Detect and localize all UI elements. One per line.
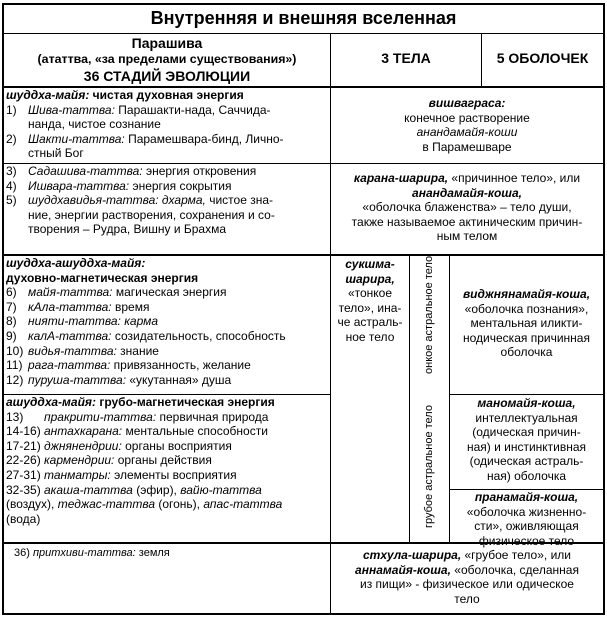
vijnanamaya-title: виджнянамайя-коша, [462, 287, 591, 301]
list-item: 8) нияти-таттва: карма [6, 314, 159, 329]
vijnanamaya-line: нодическая причинная [463, 330, 590, 345]
list-item-cont: нанда, чистое сознание [28, 117, 161, 132]
sthula-sharira-cell: стхула-шарира, «грубое тело», или аннамайя-коша, «оболочка, сделанная из пищи» - физическое или одическое тело [331, 548, 603, 606]
pranamaya-title: пранамайя-коша, [474, 490, 579, 504]
section-shuddha-ashuddha-maya [6, 256, 328, 387]
list-item: 32-35) акаша-таттва (эфир), вайю-таттва [6, 482, 262, 497]
manomaya-line: ная) и инстинктивная [466, 439, 587, 454]
sukshma-title: сукшма- [345, 257, 395, 271]
pranamaya-line: «оболочка жизненно- [466, 504, 587, 519]
heading-ashuddha-maya: ашуддха-майя: [6, 395, 96, 409]
sukshma-sharira-cell [331, 257, 409, 345]
vishvagrasa-title: вишваграса: [428, 96, 506, 110]
header-atattva: (ататтва, «за пределами существования») [37, 52, 297, 66]
heading-pure-energy: чистая духовная энергия [89, 88, 244, 102]
sthula-line: из пищи» - физическое или одическое [360, 577, 574, 592]
list-item: 12) пуруша-таттва: «укутанная» душа [6, 372, 232, 387]
sukshma-line: тело», ина- [338, 300, 402, 315]
vishvagrasa-cell [331, 96, 603, 154]
section-prithvi [14, 547, 326, 560]
list-item: 5) шуддхавидья-таттва: дхарма, чистое зна- [6, 193, 274, 208]
annamaya-kosha: аннамайя-коша, [355, 562, 451, 577]
list-item: 36) притхиви-таттва: земля [14, 547, 170, 559]
table-border-top [2, 3, 605, 5]
column-divider [409, 254, 410, 542]
header-parashiva: Парашива [131, 35, 203, 51]
section-tattvas-3-5 [6, 164, 328, 237]
manomaya-line: интеллектуальная [475, 410, 578, 425]
heading-spiritual-magnetic: духовно-магнетическая энергия [6, 270, 199, 285]
manomaya-line: (одическая причин- [472, 425, 581, 440]
vijnanamaya-cell [450, 287, 603, 360]
manomaya-cell [450, 396, 603, 484]
list-item: 14-16) антахкарана: ментальные способности [6, 424, 268, 439]
list-item: 22-26) кармендрии: органы действия [6, 453, 212, 468]
manomaya-line: (одическая астраль- [469, 454, 584, 469]
karana-sharira-cell: карана-шарира, «причинное тело», или анандамайя-коша, «оболочка блаженства» – тело души, также называемое актиническим причин- ным телом [331, 171, 603, 244]
list-item: 3) Садашива-таттва: энергия откровения [6, 164, 257, 178]
table-border-left [2, 3, 4, 615]
list-item-cont: (вода) [6, 511, 41, 526]
list-item: 9) калА-таттва: созидательность, способность [6, 328, 286, 343]
karana-line: ным телом [436, 229, 498, 244]
vishvagrasa-line: конечное растворение [404, 110, 530, 125]
pranamaya-cell [450, 490, 603, 548]
sukshma-line: че астраль- [337, 315, 403, 330]
header-5-sheaths: 5 ОБОЛОЧЕК [496, 50, 589, 66]
pranamaya-line: физическое тело [478, 533, 575, 548]
list-item: 7) кАла-таттва: время [6, 299, 150, 314]
section-shuddha-maya [6, 88, 328, 161]
vishvagrasa-line: анандамайя-коши [416, 125, 518, 140]
manomaya-line: ная) оболочка [486, 468, 567, 483]
list-item: 1) Шива-таттва: Парашакти-нада, Саччида- [6, 102, 271, 117]
header-left [4, 35, 330, 84]
list-item: 27-31) танматры: элементы восприятия [6, 467, 237, 482]
list-item: 4) Ишвара-таттва: энергия сокрытия [6, 178, 232, 193]
list-item: 17-21) джнянендрии: органы восприятия [6, 438, 232, 453]
list-item: 6) майя-таттва: магическая энергия [6, 285, 227, 300]
karana-line: также называемое актиническим причин- [351, 214, 583, 229]
heading-gross-magnetic: грубо-магнетическая энергия [95, 395, 275, 409]
karana-sharira: карана-шарира, [353, 171, 449, 185]
list-item-cont: творения – Рудра, Вишну и Брахма [28, 222, 227, 237]
vertical-label-gross-astral: грубое астральное тело [423, 405, 435, 528]
list-item: 2) Шакти-таттва: Парамешвара-бинд, Лично- [6, 131, 284, 146]
table-border-bottom [2, 613, 605, 615]
pranamaya-line: сти», оживляющая [474, 519, 579, 534]
vishvagrasa-line: в Парамешваре [422, 139, 512, 154]
vijnanamaya-line: ментальная иликти- [470, 316, 583, 331]
page-title: Внутренняя и внешняя вселенная [150, 8, 457, 28]
vijnanamaya-line: оболочка [500, 345, 553, 360]
sthula-line: тело [454, 591, 480, 606]
manomaya-title: маномайя-коша, [477, 396, 576, 410]
sukshma-title-2: шарира, [345, 271, 395, 286]
list-item-cont: стный Бог [28, 146, 84, 161]
sukshma-line: «тонкое [347, 286, 393, 301]
list-item: 11) рага-таттва: привязанность, желание [6, 358, 251, 373]
list-item: 13) пракрити-таттва: первичная природа [6, 409, 269, 424]
heading-shuddha-maya: шуддха-майя: [6, 88, 90, 102]
header-3-bodies: 3 ТЕЛА [381, 50, 431, 66]
list-item-cont: ние, энергии растворения, сохранения и со- [28, 207, 275, 222]
sthula-sharira: стхула-шарира, [363, 548, 462, 562]
heading-shuddha-ashuddha-maya: шуддха-ашуддха-майя: [6, 256, 146, 270]
anandamaya-kosha: анандамайя-коша, [412, 185, 522, 200]
vijnanamaya-line: «оболочка познания», [464, 301, 589, 316]
karana-line: «оболочка блаженства» – тело души, [362, 200, 572, 215]
table-border-right [603, 3, 605, 615]
list-item-cont: (воздух), теджас-таттва (огонь), апас-таттва [6, 497, 283, 512]
vertical-label-subtle-astral: онкое астральное тело [423, 255, 435, 374]
header-36-stages: 36 СТАДИЙ ЭВОЛЮЦИИ [83, 68, 251, 84]
section-ashuddha-maya [6, 395, 328, 526]
sukshma-line: ное тело [345, 329, 395, 344]
divider [2, 33, 605, 34]
list-item: 10) видья-таттва: знание [6, 343, 159, 358]
divider [449, 394, 605, 395]
